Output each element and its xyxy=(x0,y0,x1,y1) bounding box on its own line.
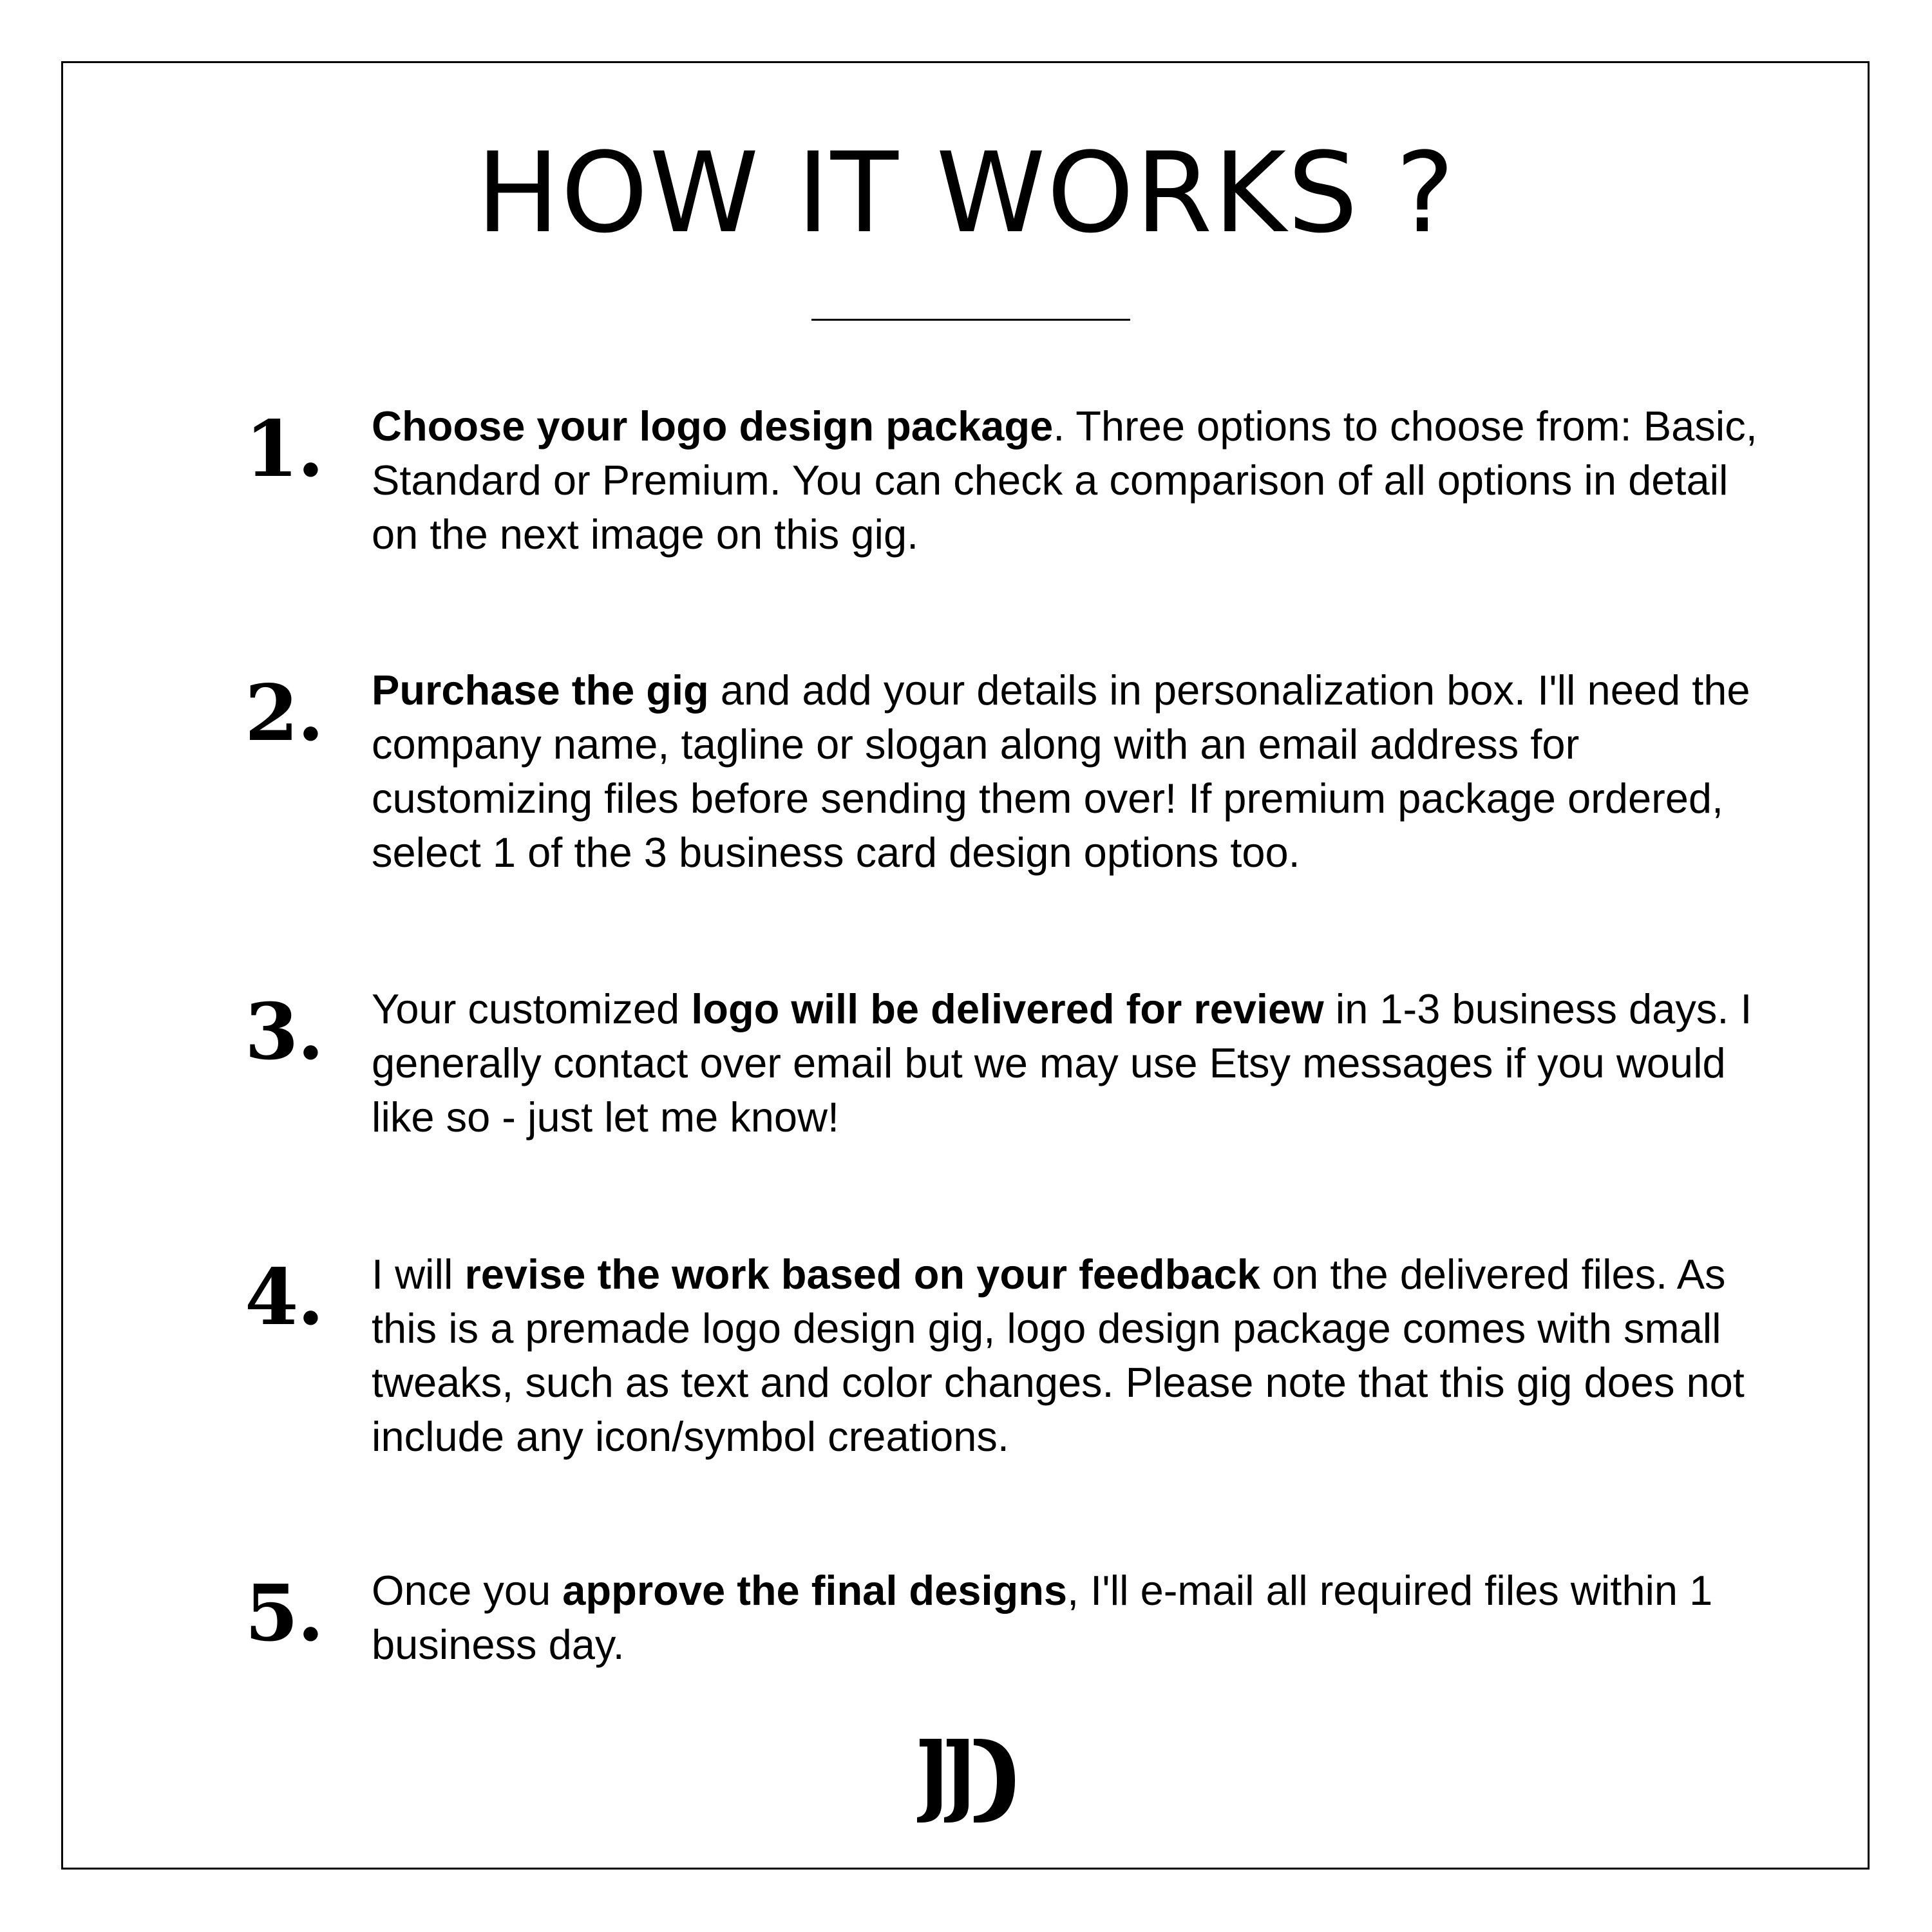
step-highlight-text: approve the final designs xyxy=(562,1567,1068,1614)
step-description xyxy=(372,982,1776,1144)
step-description xyxy=(372,1247,1776,1464)
step-highlight-text: revise the work based on your feedback xyxy=(464,1251,1260,1298)
step-description xyxy=(372,399,1776,562)
step-rest-text: . Three options to choose from: Basic, Standard or Premium. You can check a comparison of all options in detail on the next image on this gig. xyxy=(372,402,1757,558)
step-lead-text: I will xyxy=(372,1251,465,1298)
step-rest-text: in 1-3 business days. I generally contact over email but we may use Etsy messages if you would like so - just let me know! xyxy=(372,985,1752,1141)
step-highlight-text: logo will be delivered for review xyxy=(691,985,1324,1032)
step-number: 4. xyxy=(245,1252,323,1343)
step-highlight-text: Choose your logo design package xyxy=(372,402,1054,450)
step-number: 2. xyxy=(245,668,323,759)
step-rest-text: , I'll e-mail all required files within 1 business day. xyxy=(372,1567,1713,1668)
step-number: 1. xyxy=(245,404,323,495)
step-number: 5. xyxy=(245,1568,323,1659)
step-description xyxy=(372,663,1776,880)
page-title: HOW IT WORKS ? xyxy=(476,128,1456,258)
title-divider xyxy=(811,319,1130,321)
step-lead-text: Your customized xyxy=(372,985,692,1032)
step-highlight-text: Purchase the gig xyxy=(372,667,709,714)
step-rest-text: and add your details in personalization box. I'll need the company name, tagline or slogan along with an email address for customizing files before sending them over! If premium package ordered, select 1 of the 3 business card design options too. xyxy=(372,667,1750,876)
step-lead-text: Once you xyxy=(372,1567,563,1614)
step-number: 3. xyxy=(245,987,323,1077)
step-description xyxy=(372,1564,1776,1672)
step-rest-text: on the delivered files. As this is a premade logo design gig, logo design package comes with small tweaks, such as text and color changes. Please note that this gig does not include any icon/symbol creations. xyxy=(372,1251,1745,1460)
jjd-monogram-logo-icon xyxy=(914,1732,1018,1829)
